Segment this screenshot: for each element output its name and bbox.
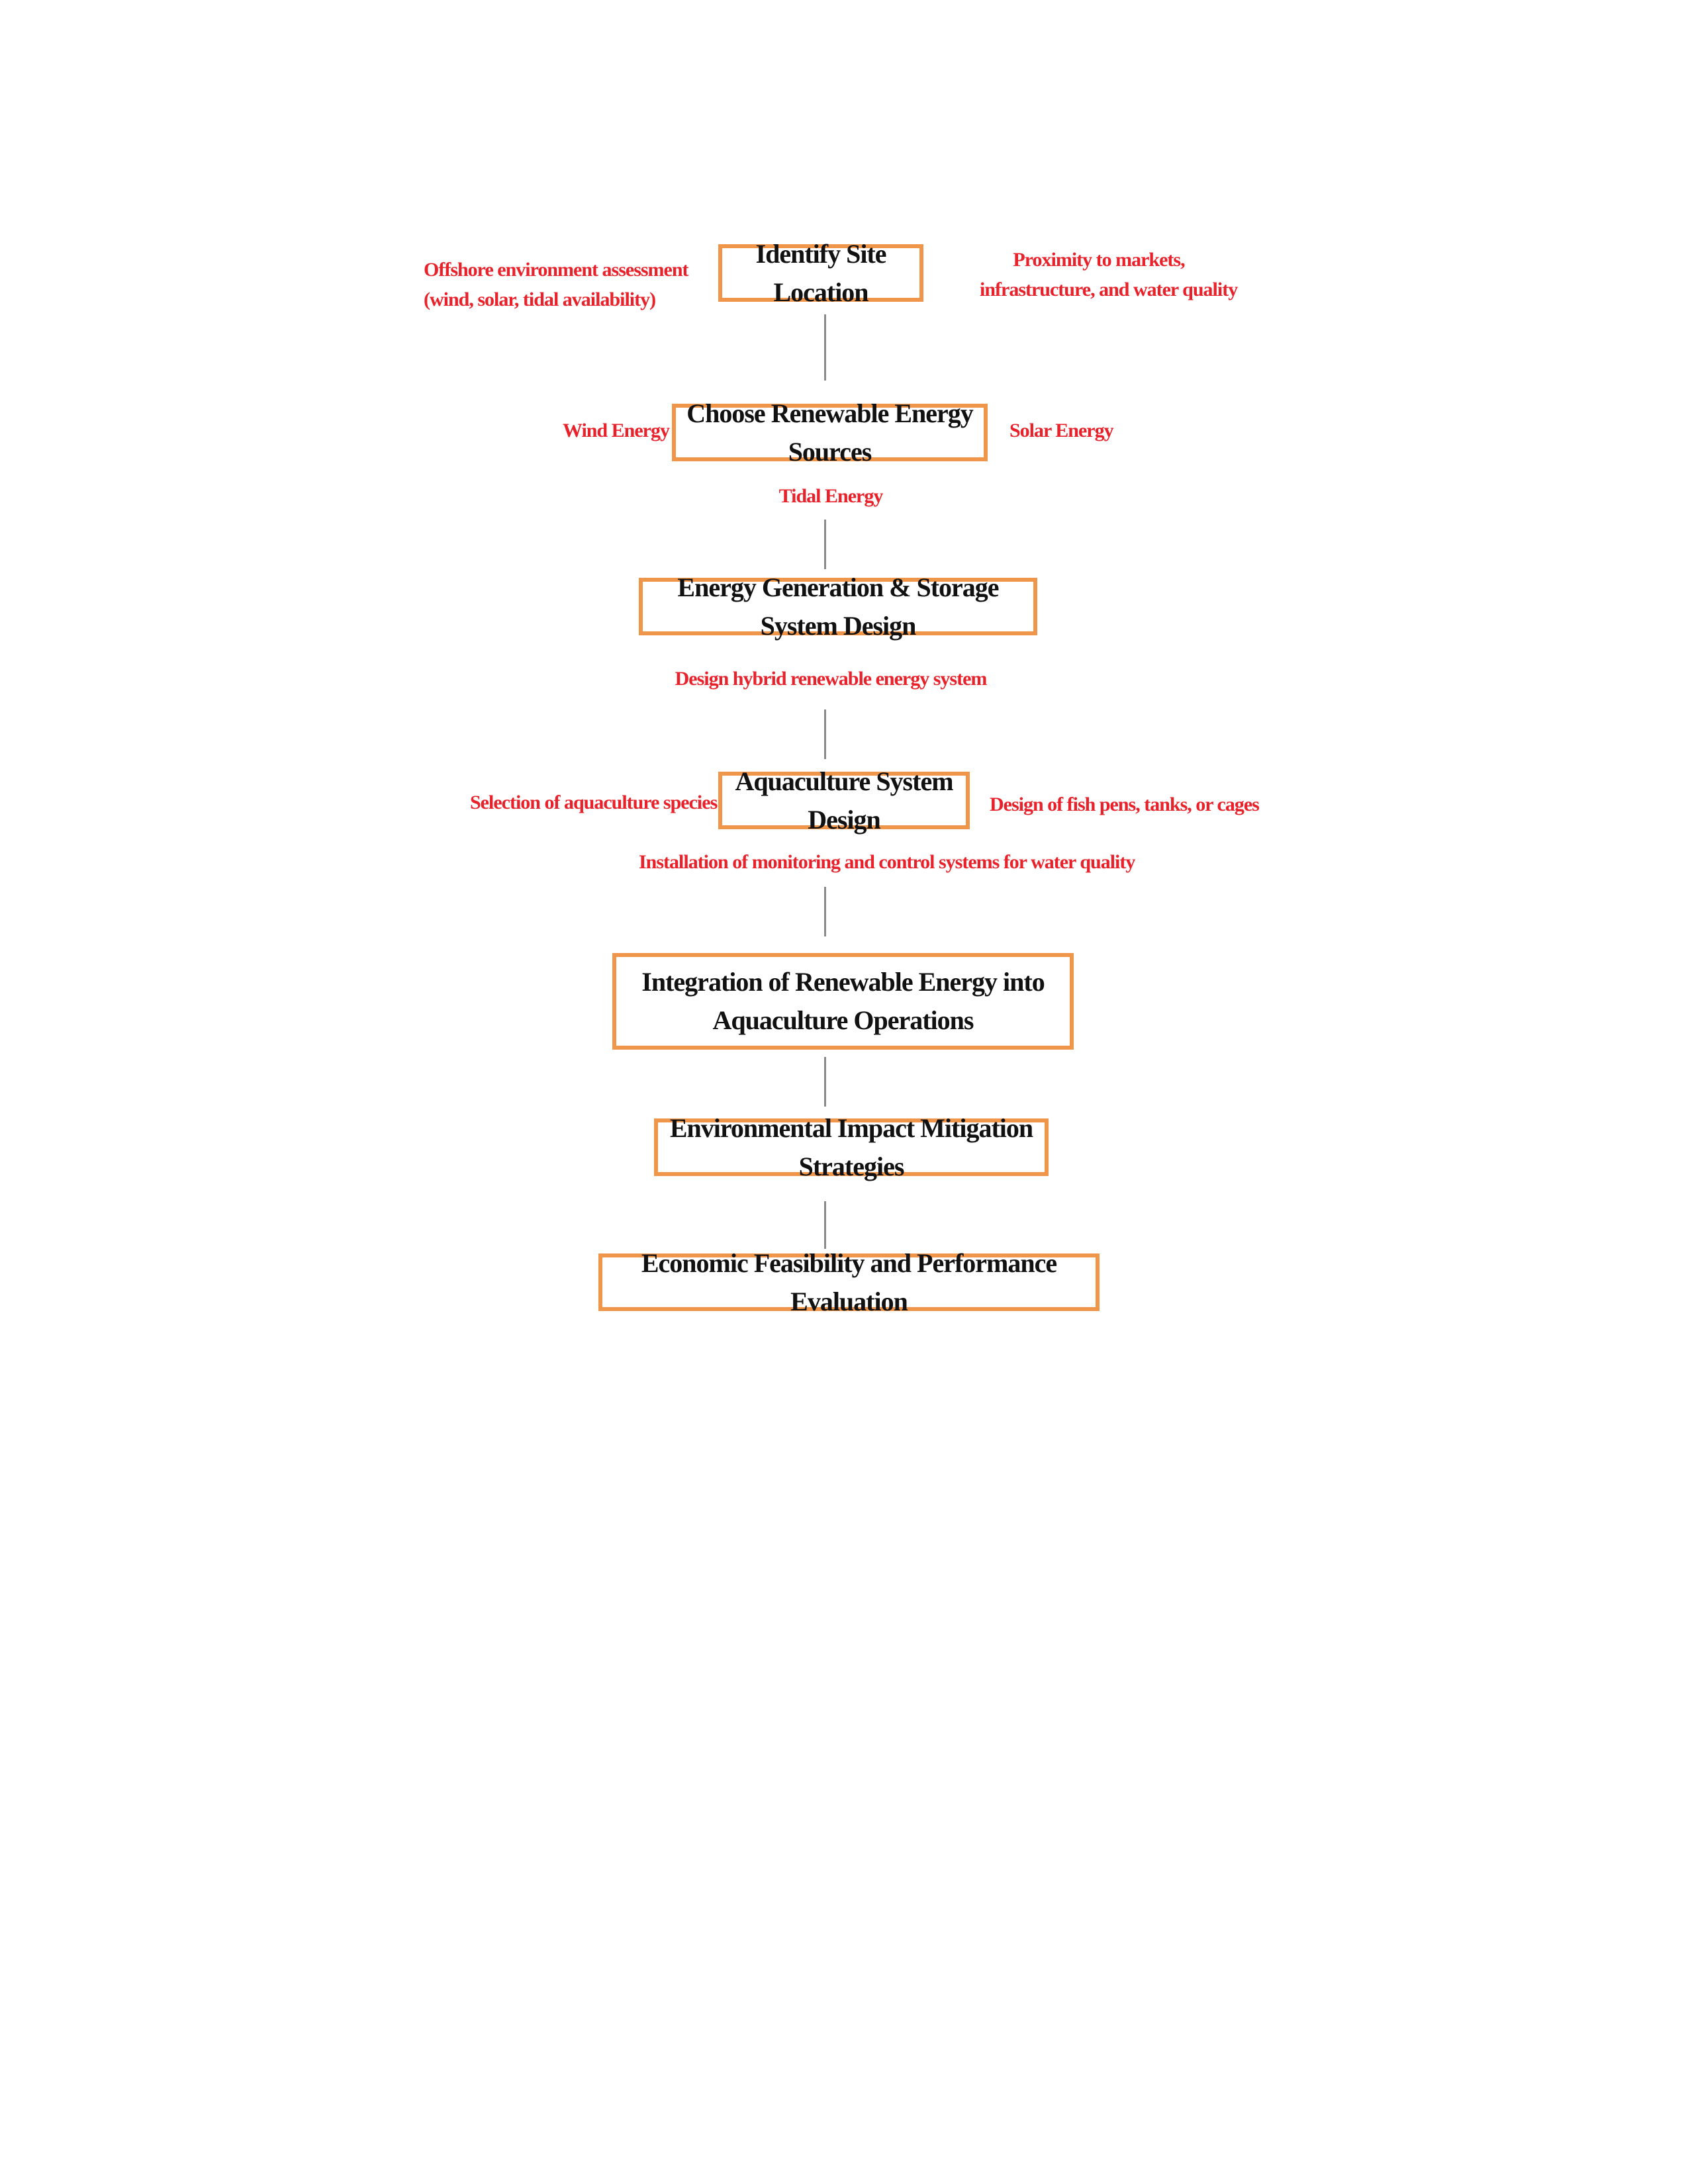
step-label: Energy Generation & Storage System Design [677,572,999,641]
note-monitoring-control [639,847,1135,877]
note-text: Tidal Energy [778,485,883,507]
connector-5-6 [824,1057,826,1107]
note-wind-energy [563,416,669,445]
note-text: Design of fish pens, tanks, or cages [990,794,1259,815]
note-text: Solar Energy [1009,420,1113,441]
connector-6-7 [824,1201,826,1249]
connector-3-4 [824,709,826,759]
step-integration-renewable-aquaculture [612,953,1074,1050]
step-aquaculture-system-design [718,766,970,835]
step-label: Economic Feasibility and Performance Evaluation [641,1248,1057,1316]
note-solar-energy [1009,416,1113,445]
note-pens-tanks-cages [990,790,1259,819]
connector-2-3 [824,520,826,569]
note-proximity [980,245,1238,304]
note-text: Wind Energy [563,420,669,441]
note-line: infrastructure, and water quality [980,279,1238,300]
step-choose-renewable-energy [672,398,988,467]
step-identify-site-location [718,238,923,307]
note-tidal-energy [778,481,884,511]
connector-4-5 [824,887,826,936]
connector-1-2 [824,314,826,381]
note-text: Installation of monitoring and control systems for water quality [639,851,1135,873]
note-line: Proximity to markets, [1013,249,1185,271]
step-environmental-impact-mitigation [654,1113,1049,1181]
note-line: (wind, solar, tidal availability) [424,289,656,310]
note-offshore-assessment [424,255,688,314]
step-energy-generation-storage [639,572,1037,641]
note-species-selection [470,788,718,817]
step-label: Environmental Impact Mitigation Strategies [669,1113,1033,1181]
note-text: Design hybrid renewable energy system [675,668,987,690]
step-economic-feasibility-evaluation [598,1248,1100,1316]
step-label: Identify Site Location [755,238,886,307]
step-label: Choose Renewable Energy Sources [686,398,973,467]
note-line: Offshore environment assessment [424,259,688,281]
step-label: Aquaculture System Design [735,766,953,835]
step-label: Integration of Renewable Energy into Aquaculture Operations [641,967,1045,1035]
note-hybrid-system [669,664,993,694]
note-text: Selection of aquaculture species [470,792,718,813]
